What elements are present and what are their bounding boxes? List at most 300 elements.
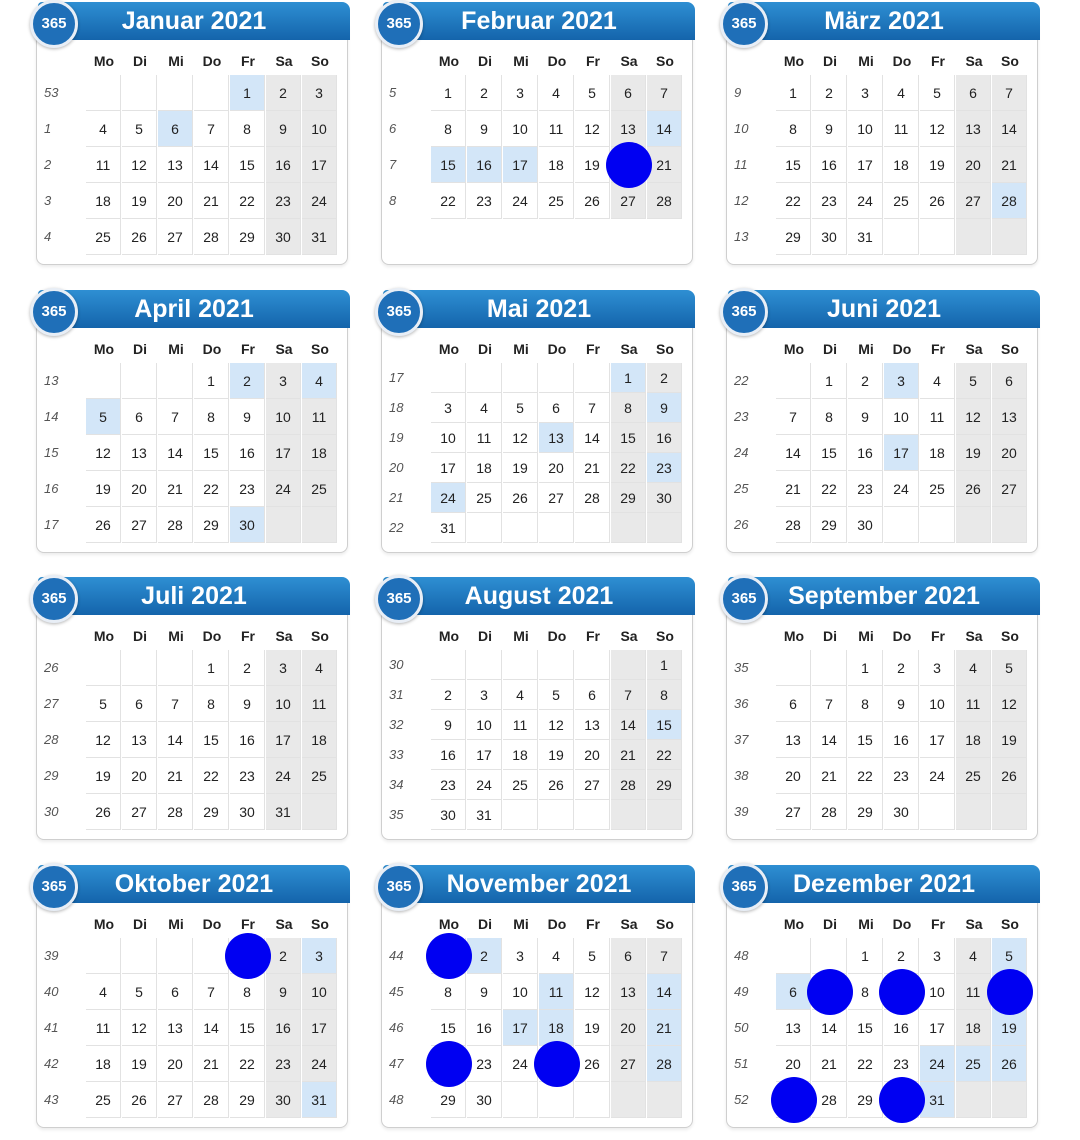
day-cell[interactable]: 23 — [230, 471, 265, 507]
day-cell[interactable]: 4 — [86, 111, 121, 147]
day-cell[interactable]: 5 — [122, 111, 157, 147]
day-cell[interactable]: 14 — [158, 435, 193, 471]
day-cell[interactable]: 9 — [431, 710, 466, 740]
day-cell[interactable]: 16 — [230, 722, 265, 758]
day-cell[interactable]: 27 — [776, 794, 811, 830]
day-cell[interactable]: 23 — [812, 183, 847, 219]
day-cell[interactable]: 3 — [503, 938, 538, 974]
day-cell[interactable]: 18 — [920, 435, 955, 471]
day-cell[interactable]: 3 — [431, 393, 466, 423]
day-cell[interactable]: 13 — [992, 399, 1027, 435]
day-cell[interactable]: 12 — [920, 111, 955, 147]
day-cell[interactable]: 30 — [266, 219, 301, 255]
day-cell[interactable]: 26 — [992, 758, 1027, 794]
day-cell[interactable]: 21 — [611, 740, 646, 770]
day-cell[interactable]: 28 — [776, 507, 811, 543]
day-cell[interactable]: 2 — [848, 363, 883, 399]
day-cell[interactable]: 12 — [956, 399, 991, 435]
day-cell[interactable]: 2 — [431, 680, 466, 710]
day-cell[interactable]: 11 — [956, 686, 991, 722]
day-cell[interactable]: 6 — [611, 938, 646, 974]
day-cell[interactable]: 24 — [467, 770, 502, 800]
day-cell[interactable]: 13 — [122, 722, 157, 758]
day-cell[interactable]: 20 — [956, 147, 991, 183]
day-cell[interactable]: 5 — [956, 363, 991, 399]
day-cell[interactable]: 12 — [122, 1010, 157, 1046]
day-cell[interactable]: 23 — [266, 1046, 301, 1082]
day-cell[interactable]: 9 — [467, 974, 502, 1010]
day-cell[interactable]: 7 — [776, 399, 811, 435]
day-cell[interactable]: 18 — [956, 1010, 991, 1046]
day-cell[interactable]: 1 — [431, 75, 466, 111]
day-cell[interactable]: 11 — [503, 710, 538, 740]
day-cell[interactable]: 24 — [266, 758, 301, 794]
day-cell[interactable]: 10 — [431, 423, 466, 453]
day-cell[interactable]: 12 — [503, 423, 538, 453]
day-cell[interactable]: 5 — [122, 974, 157, 1010]
day-cell[interactable]: 9 — [647, 393, 682, 423]
day-cell[interactable]: 11 — [956, 974, 991, 1010]
day-cell[interactable]: 15 — [431, 147, 466, 183]
day-cell[interactable]: 17 — [848, 147, 883, 183]
day-cell[interactable]: 6 — [992, 363, 1027, 399]
day-cell[interactable]: 21 — [194, 1046, 229, 1082]
day-cell[interactable]: 19 — [122, 183, 157, 219]
day-cell[interactable]: 3 — [302, 75, 337, 111]
day-cell[interactable]: 17 — [431, 453, 466, 483]
day-cell[interactable]: 2 — [884, 650, 919, 686]
day-cell[interactable]: 16 — [884, 722, 919, 758]
day-cell[interactable]: 23 — [266, 183, 301, 219]
day-cell[interactable]: 28 — [194, 219, 229, 255]
day-cell[interactable]: 17 — [266, 722, 301, 758]
day-cell[interactable]: 4 — [86, 974, 121, 1010]
day-cell[interactable]: 22 — [848, 758, 883, 794]
day-cell[interactable]: 6 — [776, 686, 811, 722]
day-cell[interactable]: 27 — [122, 507, 157, 543]
day-cell[interactable]: 13 — [158, 147, 193, 183]
day-cell[interactable]: 13 — [158, 1010, 193, 1046]
day-cell[interactable]: 14 — [611, 710, 646, 740]
day-cell[interactable]: 24 — [266, 471, 301, 507]
day-cell[interactable]: 26 — [575, 183, 610, 219]
day-cell[interactable]: 20 — [611, 1010, 646, 1046]
day-cell[interactable]: 15 — [431, 1010, 466, 1046]
day-cell[interactable]: 22 — [431, 183, 466, 219]
day-cell[interactable]: 30 — [647, 483, 682, 513]
day-cell[interactable]: 22 — [194, 471, 229, 507]
day-cell[interactable]: 22 — [776, 183, 811, 219]
day-cell[interactable]: 2 — [647, 363, 682, 393]
day-cell[interactable]: 11 — [302, 686, 337, 722]
day-cell[interactable]: 18 — [302, 722, 337, 758]
day-cell[interactable]: 16 — [431, 740, 466, 770]
day-cell[interactable]: 25 — [86, 1082, 121, 1118]
day-cell[interactable]: 25 — [956, 758, 991, 794]
day-cell[interactable]: 8 — [812, 399, 847, 435]
day-cell[interactable]: 20 — [158, 183, 193, 219]
day-cell[interactable]: 27 — [611, 183, 646, 219]
day-cell[interactable]: 28 — [611, 770, 646, 800]
day-cell[interactable]: 10 — [302, 111, 337, 147]
day-cell[interactable]: 3 — [920, 938, 955, 974]
day-cell[interactable]: 18 — [86, 1046, 121, 1082]
day-cell[interactable]: 8 — [848, 686, 883, 722]
day-cell[interactable]: 2 — [266, 75, 301, 111]
day-cell[interactable]: 17 — [266, 435, 301, 471]
day-cell[interactable]: 13 — [575, 710, 610, 740]
day-cell[interactable]: 7 — [575, 393, 610, 423]
day-cell[interactable]: 19 — [86, 471, 121, 507]
day-cell[interactable]: 19 — [920, 147, 955, 183]
day-cell[interactable]: 20 — [776, 1046, 811, 1082]
day-cell[interactable]: 1 — [230, 75, 265, 111]
day-cell[interactable]: 14 — [575, 423, 610, 453]
day-cell[interactable]: 27 — [158, 1082, 193, 1118]
day-cell[interactable]: 31 — [431, 513, 466, 543]
day-cell[interactable]: 25 — [467, 483, 502, 513]
day-cell[interactable]: 1 — [647, 650, 682, 680]
day-cell[interactable]: 25 — [956, 1046, 991, 1082]
day-cell[interactable]: 13 — [611, 111, 646, 147]
day-cell[interactable]: 17 — [920, 722, 955, 758]
day-cell[interactable]: 17 — [302, 147, 337, 183]
day-cell[interactable]: 28 — [158, 507, 193, 543]
day-cell[interactable]: 29 — [230, 1082, 265, 1118]
day-cell[interactable]: 11 — [920, 399, 955, 435]
day-cell[interactable]: 4 — [539, 938, 574, 974]
day-cell[interactable]: 27 — [122, 794, 157, 830]
day-cell[interactable]: 8 — [611, 393, 646, 423]
day-cell[interactable]: 10 — [503, 111, 538, 147]
day-cell[interactable]: 9 — [266, 111, 301, 147]
day-cell[interactable]: 19 — [992, 722, 1027, 758]
day-cell[interactable]: 31 — [920, 1082, 955, 1118]
day-cell[interactable]: 18 — [539, 1010, 574, 1046]
day-cell[interactable]: 23 — [848, 471, 883, 507]
day-cell[interactable]: 5 — [920, 75, 955, 111]
day-cell[interactable]: 7 — [158, 399, 193, 435]
day-cell[interactable]: 23 — [467, 1046, 502, 1082]
day-cell[interactable]: 13 — [122, 435, 157, 471]
day-cell[interactable]: 1 — [776, 75, 811, 111]
day-cell[interactable]: 7 — [647, 938, 682, 974]
day-cell[interactable]: 12 — [575, 974, 610, 1010]
day-cell[interactable]: 1 — [848, 650, 883, 686]
day-cell[interactable]: 28 — [647, 1046, 682, 1082]
day-cell[interactable]: 9 — [230, 399, 265, 435]
day-cell[interactable]: 18 — [956, 722, 991, 758]
day-cell[interactable]: 7 — [158, 686, 193, 722]
day-cell[interactable]: 23 — [431, 770, 466, 800]
day-cell[interactable]: 27 — [611, 1046, 646, 1082]
day-cell[interactable]: 4 — [302, 363, 337, 399]
day-cell[interactable]: 25 — [302, 758, 337, 794]
day-cell[interactable]: 6 — [158, 111, 193, 147]
day-cell[interactable]: 4 — [467, 393, 502, 423]
day-cell[interactable]: 3 — [884, 363, 919, 399]
day-cell[interactable]: 21 — [194, 183, 229, 219]
day-cell[interactable]: 6 — [539, 393, 574, 423]
day-cell[interactable]: 29 — [647, 770, 682, 800]
day-cell[interactable]: 2 — [812, 75, 847, 111]
day-cell[interactable]: 26 — [920, 183, 955, 219]
day-cell[interactable]: 30 — [230, 507, 265, 543]
day-cell[interactable]: 19 — [956, 435, 991, 471]
day-cell[interactable]: 22 — [230, 183, 265, 219]
day-cell[interactable]: 24 — [503, 183, 538, 219]
day-cell[interactable]: 29 — [194, 507, 229, 543]
day-cell[interactable]: 29 — [230, 219, 265, 255]
day-cell[interactable]: 10 — [920, 686, 955, 722]
day-cell[interactable]: 25 — [884, 183, 919, 219]
day-cell[interactable]: 24 — [302, 1046, 337, 1082]
day-cell[interactable]: 27 — [158, 219, 193, 255]
day-cell[interactable]: 28 — [194, 1082, 229, 1118]
day-cell[interactable]: 6 — [956, 75, 991, 111]
day-cell[interactable]: 20 — [992, 435, 1027, 471]
day-cell[interactable]: 28 — [812, 794, 847, 830]
day-cell[interactable]: 7 — [812, 686, 847, 722]
day-cell[interactable]: 10 — [467, 710, 502, 740]
day-cell[interactable]: 31 — [302, 219, 337, 255]
day-cell[interactable]: 11 — [86, 1010, 121, 1046]
day-cell[interactable]: 5 — [575, 938, 610, 974]
day-cell[interactable]: 30 — [431, 800, 466, 830]
day-cell[interactable]: 17 — [302, 1010, 337, 1046]
day-cell[interactable]: 18 — [884, 147, 919, 183]
day-cell[interactable]: 15 — [194, 435, 229, 471]
day-cell[interactable]: 10 — [848, 111, 883, 147]
day-cell[interactable]: 26 — [539, 770, 574, 800]
day-cell[interactable]: 8 — [848, 974, 883, 1010]
day-cell[interactable]: 19 — [539, 740, 574, 770]
day-cell[interactable]: 15 — [776, 147, 811, 183]
day-cell[interactable]: 31 — [266, 794, 301, 830]
day-cell[interactable]: 23 — [884, 758, 919, 794]
day-cell[interactable]: 9 — [266, 974, 301, 1010]
day-cell[interactable]: 19 — [575, 1010, 610, 1046]
day-cell[interactable]: 6 — [776, 974, 811, 1010]
day-cell[interactable]: 7 — [194, 111, 229, 147]
day-cell[interactable]: 11 — [884, 111, 919, 147]
day-cell[interactable]: 15 — [230, 1010, 265, 1046]
day-cell[interactable]: 14 — [812, 1010, 847, 1046]
day-cell[interactable]: 2 — [266, 938, 301, 974]
day-cell[interactable]: 28 — [647, 183, 682, 219]
day-cell[interactable]: 22 — [647, 740, 682, 770]
day-cell[interactable]: 12 — [539, 710, 574, 740]
day-cell[interactable]: 30 — [230, 794, 265, 830]
day-cell[interactable]: 1 — [194, 363, 229, 399]
day-cell[interactable]: 25 — [86, 219, 121, 255]
day-cell[interactable]: 24 — [503, 1046, 538, 1082]
day-cell[interactable]: 23 — [647, 453, 682, 483]
day-cell[interactable]: 21 — [158, 471, 193, 507]
day-cell[interactable]: 2 — [230, 650, 265, 686]
day-cell[interactable]: 8 — [230, 974, 265, 1010]
day-cell[interactable]: 8 — [431, 974, 466, 1010]
day-cell[interactable]: 6 — [158, 974, 193, 1010]
day-cell[interactable]: 29 — [431, 1082, 466, 1118]
day-cell[interactable]: 15 — [647, 710, 682, 740]
day-cell[interactable]: 19 — [122, 1046, 157, 1082]
day-cell[interactable]: 11 — [86, 147, 121, 183]
day-cell[interactable]: 25 — [920, 471, 955, 507]
day-cell[interactable]: 16 — [467, 1010, 502, 1046]
day-cell[interactable]: 10 — [266, 686, 301, 722]
day-cell[interactable]: 16 — [812, 147, 847, 183]
day-cell[interactable]: 2 — [467, 75, 502, 111]
day-cell[interactable]: 22 — [611, 453, 646, 483]
day-cell[interactable]: 24 — [848, 183, 883, 219]
day-cell[interactable]: 3 — [266, 650, 301, 686]
day-cell[interactable]: 13 — [539, 423, 574, 453]
day-cell[interactable]: 8 — [230, 111, 265, 147]
day-cell[interactable]: 25 — [539, 183, 574, 219]
day-cell[interactable]: 12 — [122, 147, 157, 183]
day-cell[interactable]: 10 — [266, 399, 301, 435]
day-cell[interactable]: 22 — [194, 758, 229, 794]
day-cell[interactable]: 18 — [539, 147, 574, 183]
day-cell[interactable]: 30 — [848, 507, 883, 543]
day-cell[interactable]: 3 — [920, 650, 955, 686]
day-cell[interactable]: 14 — [647, 111, 682, 147]
day-cell[interactable]: 7 — [194, 974, 229, 1010]
day-cell[interactable]: 21 — [812, 758, 847, 794]
day-cell[interactable]: 21 — [812, 1046, 847, 1082]
day-cell[interactable]: 20 — [539, 453, 574, 483]
day-cell[interactable]: 26 — [992, 1046, 1027, 1082]
day-cell[interactable]: 8 — [431, 111, 466, 147]
day-cell[interactable]: 17 — [884, 435, 919, 471]
day-cell[interactable]: 15 — [230, 147, 265, 183]
day-cell[interactable]: 17 — [467, 740, 502, 770]
day-cell[interactable]: 27 — [575, 770, 610, 800]
day-cell[interactable]: 9 — [848, 399, 883, 435]
day-cell[interactable]: 12 — [575, 111, 610, 147]
day-cell[interactable]: 27 — [539, 483, 574, 513]
day-cell[interactable]: 26 — [575, 1046, 610, 1082]
day-cell[interactable]: 26 — [122, 219, 157, 255]
day-cell[interactable]: 14 — [194, 1010, 229, 1046]
day-cell[interactable]: 8 — [194, 399, 229, 435]
day-cell[interactable]: 8 — [776, 111, 811, 147]
day-cell[interactable]: 7 — [611, 680, 646, 710]
day-cell[interactable]: 21 — [647, 147, 682, 183]
day-cell[interactable]: 26 — [86, 507, 121, 543]
day-cell[interactable]: 9 — [884, 686, 919, 722]
day-cell[interactable]: 5 — [86, 399, 121, 435]
day-cell[interactable]: 1 — [848, 938, 883, 974]
day-cell[interactable]: 24 — [920, 1046, 955, 1082]
day-cell[interactable]: 10 — [302, 974, 337, 1010]
day-cell[interactable]: 2 — [467, 938, 502, 974]
day-cell[interactable]: 13 — [956, 111, 991, 147]
day-cell[interactable]: 5 — [539, 680, 574, 710]
day-cell[interactable]: 4 — [884, 75, 919, 111]
day-cell[interactable]: 11 — [539, 974, 574, 1010]
day-cell[interactable]: 15 — [194, 722, 229, 758]
day-cell[interactable]: 30 — [812, 219, 847, 255]
day-cell[interactable]: 13 — [776, 722, 811, 758]
day-cell[interactable]: 5 — [503, 393, 538, 423]
day-cell[interactable]: 26 — [122, 1082, 157, 1118]
day-cell[interactable]: 16 — [884, 1010, 919, 1046]
day-cell[interactable]: 19 — [503, 453, 538, 483]
day-cell[interactable]: 16 — [467, 147, 502, 183]
day-cell[interactable]: 16 — [848, 435, 883, 471]
day-cell[interactable]: 19 — [86, 758, 121, 794]
day-cell[interactable]: 5 — [86, 686, 121, 722]
day-cell[interactable]: 10 — [920, 974, 955, 1010]
day-cell[interactable]: 11 — [539, 111, 574, 147]
day-cell[interactable]: 3 — [302, 938, 337, 974]
day-cell[interactable]: 22 — [848, 1046, 883, 1082]
day-cell[interactable]: 23 — [884, 1046, 919, 1082]
day-cell[interactable]: 26 — [86, 794, 121, 830]
day-cell[interactable]: 6 — [122, 399, 157, 435]
day-cell[interactable]: 22 — [812, 471, 847, 507]
day-cell[interactable]: 14 — [647, 974, 682, 1010]
day-cell[interactable]: 29 — [812, 507, 847, 543]
day-cell[interactable]: 12 — [992, 686, 1027, 722]
day-cell[interactable]: 14 — [158, 722, 193, 758]
day-cell[interactable]: 30 — [467, 1082, 502, 1118]
day-cell[interactable]: 21 — [158, 758, 193, 794]
day-cell[interactable]: 24 — [302, 183, 337, 219]
day-cell[interactable]: 28 — [158, 794, 193, 830]
day-cell[interactable]: 4 — [920, 363, 955, 399]
day-cell[interactable]: 10 — [884, 399, 919, 435]
day-cell[interactable]: 14 — [776, 435, 811, 471]
day-cell[interactable]: 1 — [812, 363, 847, 399]
day-cell[interactable]: 18 — [503, 740, 538, 770]
day-cell[interactable]: 14 — [194, 147, 229, 183]
day-cell[interactable]: 22 — [230, 1046, 265, 1082]
day-cell[interactable]: 5 — [575, 75, 610, 111]
day-cell[interactable]: 15 — [848, 722, 883, 758]
day-cell[interactable]: 3 — [848, 75, 883, 111]
day-cell[interactable]: 3 — [503, 75, 538, 111]
day-cell[interactable]: 15 — [611, 423, 646, 453]
day-cell[interactable]: 16 — [230, 435, 265, 471]
day-cell[interactable]: 15 — [812, 435, 847, 471]
day-cell[interactable]: 17 — [503, 147, 538, 183]
day-cell[interactable]: 4 — [503, 680, 538, 710]
day-cell[interactable]: 26 — [503, 483, 538, 513]
day-cell[interactable]: 15 — [848, 1010, 883, 1046]
day-cell[interactable]: 31 — [302, 1082, 337, 1118]
day-cell[interactable]: 25 — [503, 770, 538, 800]
day-cell[interactable]: 21 — [992, 147, 1027, 183]
day-cell[interactable]: 12 — [86, 435, 121, 471]
day-cell[interactable]: 13 — [611, 974, 646, 1010]
day-cell[interactable]: 20 — [122, 758, 157, 794]
day-cell[interactable]: 14 — [992, 111, 1027, 147]
day-cell[interactable]: 5 — [992, 938, 1027, 974]
day-cell[interactable]: 29 — [611, 483, 646, 513]
day-cell[interactable]: 23 — [230, 758, 265, 794]
day-cell[interactable]: 29 — [194, 794, 229, 830]
day-cell[interactable]: 9 — [812, 111, 847, 147]
day-cell[interactable]: 2 — [230, 363, 265, 399]
day-cell[interactable]: 9 — [230, 686, 265, 722]
day-cell[interactable]: 14 — [812, 722, 847, 758]
day-cell[interactable]: 3 — [467, 680, 502, 710]
day-cell[interactable]: 8 — [647, 680, 682, 710]
day-cell[interactable]: 7 — [647, 75, 682, 111]
